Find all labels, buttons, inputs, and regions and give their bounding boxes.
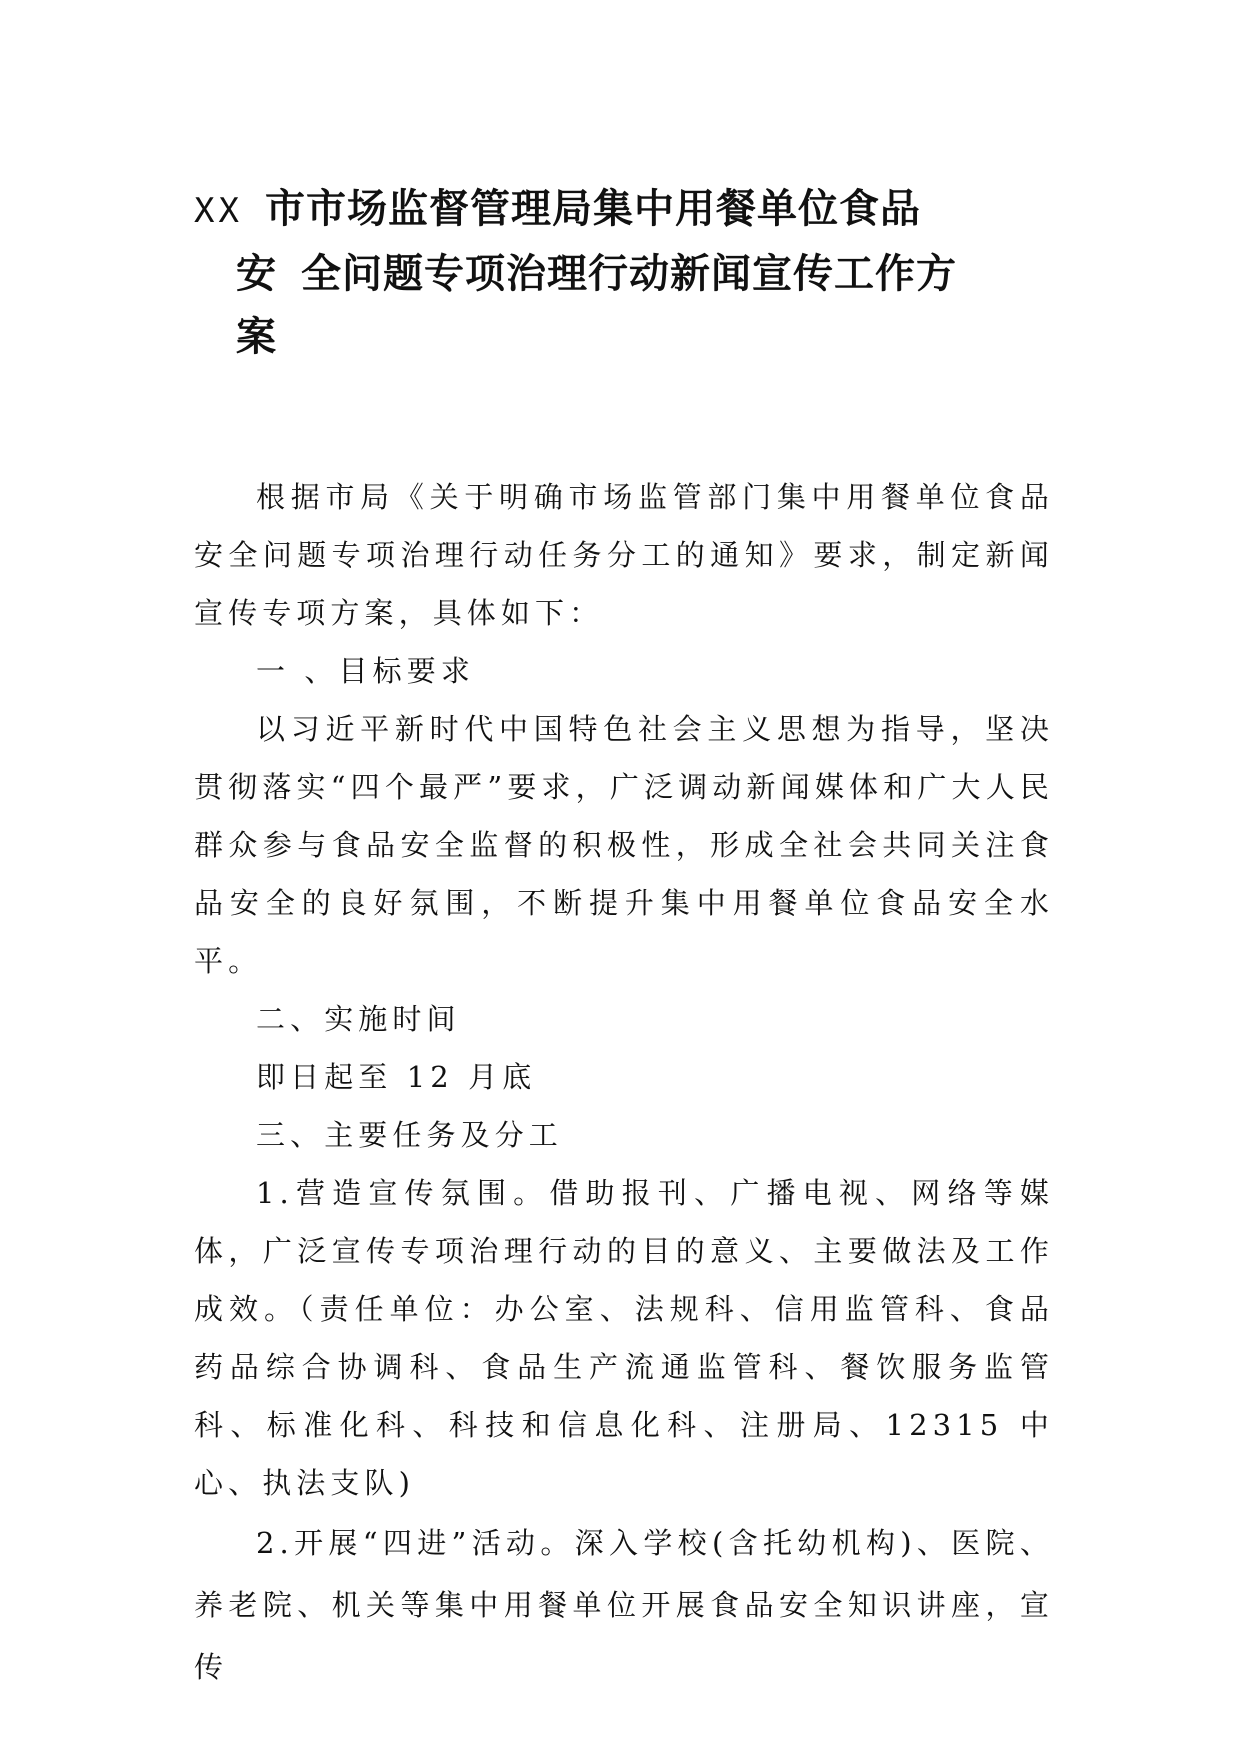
paragraph-goals: 以习近平新时代中国特色社会主义思想为指导，坚决贯彻落实“四个最严”要求，广泛调动新闻媒体和广大人民群众参与食品安全监督的积极性，形成全社会共同关注食品安全的良好氛围，不断提升集中用餐单位食品安全水平。 [194,712,1054,978]
title-line-3: 案 [236,314,277,360]
document-title [194,178,1054,369]
title-prefix: XX [194,191,243,231]
title-line-2 [194,243,1054,306]
title-line-1 [194,178,1054,243]
section-heading-tasks: 三、主要任务及分工 [256,1118,563,1152]
section-heading-goals: 一 、目标要求 [256,654,475,688]
title-line-2-b: 全问题专项治理行动新闻宣传工作方 [301,251,957,297]
paragraph-task-1: 1.营造宣传氛围。借助报刊、广播电视、网络等媒体，广泛宣传专项治理行动的目的意义、主要做法及工作成效。（责任单位：办公室、法规科、信用监管科、食品药品综合协调科、食品生产流通监管科、餐饮服务监管科、标准化科、科技和信息化科、注册局、12315 中心、执法支队) [194,1176,1054,1500]
document-body [194,468,1054,1698]
section-heading-period: 二、实施时间 [256,1002,461,1036]
title-line-1-text: 市市场监督管理局集中用餐单位食品 [264,186,921,232]
paragraph-intro: 根据市局《关于明确市场监管部门集中用餐单位食品安全问题专项治理行动任务分工的通知》要求，制定新闻宣传专项方案，具体如下： [194,480,1054,630]
paragraph-task-2: 2.开展“四进”活动。深入学校(含托幼机构)、医院、养老院、机关等集中用餐单位开展食品安全知识讲座，宣传 [194,1526,1054,1684]
title-line-2-a: 安 [236,251,277,297]
paragraph-period: 即日起至 12 月底 [256,1060,537,1094]
